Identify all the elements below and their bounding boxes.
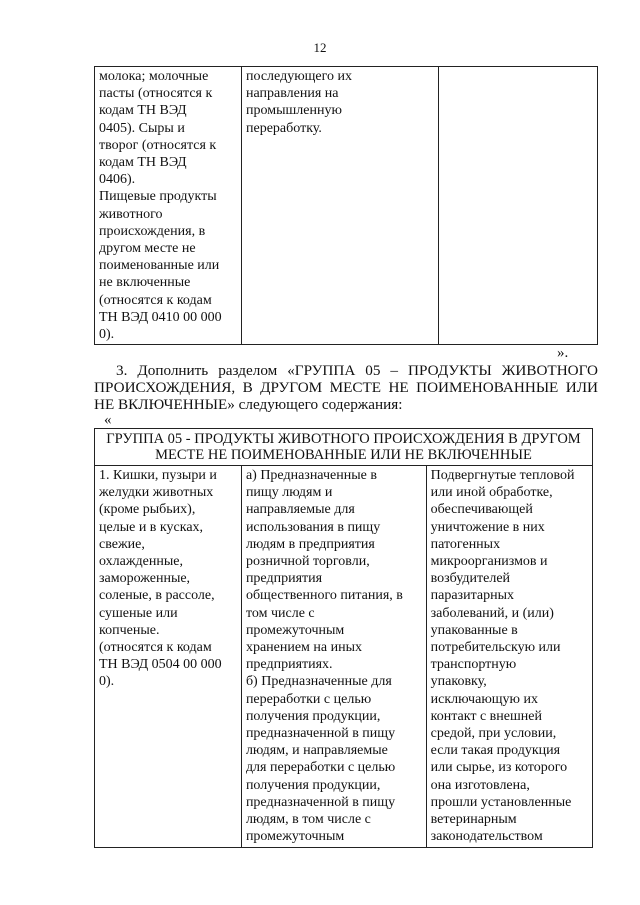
group05-table (94, 428, 593, 848)
table2-col3-line: возбудителей (430, 571, 511, 587)
table1-col2-line: последующего их (246, 69, 353, 84)
table1-col1-line: происхождения, в (99, 223, 206, 239)
table1-col2-line: направления на (246, 86, 339, 102)
table2-col2 (241, 466, 426, 848)
table2-col1-line: 1. Кишки, пузыри и (99, 468, 217, 483)
table2-col3-line: обеспечивающей (430, 502, 533, 518)
table1-col1-line: поименованные или (99, 258, 220, 274)
table2-col2-line: получения продукции, (245, 777, 381, 793)
table2-col2-line: переработки с целью (245, 691, 372, 707)
table1-col1 (95, 67, 242, 345)
table1-col1-line: творог (относятся к (99, 137, 217, 153)
table2-col1-line: свежие, (99, 536, 145, 552)
table2-col1-line: соленые, в рассоле, (99, 588, 215, 604)
table2-col3-line: Подвергнутые тепловой (430, 468, 575, 483)
table2-col1-line: копченые. (99, 622, 160, 638)
table2-col2-line: промежуточным (245, 622, 345, 638)
table2-col1-line: (относятся к кодам (99, 640, 212, 656)
table1-col3 (439, 67, 598, 345)
table2-col3-line: транспортную (430, 657, 517, 673)
table1-col1-line: молока; молочные (99, 69, 209, 84)
table2-col2-line: а) Предназначенные в (245, 468, 377, 483)
table1-col1-line: ТН ВЭД 0410 00 000 (99, 309, 222, 325)
table2-col2-line: пищу людям и (245, 485, 333, 501)
table2-col1-line: замороженные, (99, 571, 191, 587)
table2-col3-line: или иной обработке, (430, 485, 553, 501)
table1-col1-line: пасты (относятся к (99, 86, 213, 102)
table1-col1-line: другом месте не (99, 241, 196, 257)
instruction-paragraph: 3. Дополнить разделом «ГРУППА 05 – ПРОДУКТЫ ЖИВОТНОГО ПРОИСХОЖДЕНИЯ, В ДРУГОМ МЕСТЕ НЕ ПОИМЕНОВАННЫЕ ИЛИ НЕ ВКЛЮЧЕННЫЕ» следующего содержания: (94, 362, 598, 413)
table2-col1-line: охлажденные, (99, 554, 183, 570)
continuation-table (94, 66, 598, 345)
table2-col3-line: она изготовлена, (430, 777, 530, 793)
table2-col1-line: сушеные или (99, 605, 178, 621)
table2-col1 (95, 466, 242, 848)
table2-col2-line: общественного питания, в (245, 588, 403, 604)
table2-col3-line: патогенных (430, 536, 501, 552)
table2-col3-line: исключающую их (430, 691, 539, 707)
table2-col1-line: 0). (99, 674, 115, 690)
table2-col3-line: заболеваний, и (или) (430, 605, 554, 621)
table2-col1-line: желудки животных (99, 485, 214, 501)
table2-col3-line: средой, при условии, (430, 726, 557, 742)
table2-col3-line: паразитарных (430, 588, 514, 604)
table1-col1-line: 0405). Сыры и (99, 120, 185, 136)
table2-col1-line: ТН ВЭД 0504 00 000 (99, 657, 222, 673)
table2-col3-line: микроорганизмов и (430, 554, 548, 570)
table2-col3-line: если такая продукция (430, 743, 561, 759)
table2-col3-line: контакт с внешней (430, 708, 542, 724)
table2-col2-line: предприятиях. (245, 657, 333, 673)
table2-col1-line: целые и в кусках, (99, 519, 204, 535)
table2-col2-line: для переработки с целью (245, 760, 396, 776)
closing-quote: ». (557, 345, 569, 361)
table2-col3-line: потребительскую или (430, 640, 561, 656)
table2-col2-line: людям в предприятия (245, 536, 375, 552)
table2-col1-line: (кроме рыбьих), (99, 502, 196, 518)
table2-col2-line: получения продукции, (245, 708, 381, 724)
opening-quote: « (104, 412, 112, 428)
table2-col2-line: людям, в том числе с (245, 812, 371, 828)
table2-col3-line: уничтожение в них (430, 519, 545, 535)
table1-col1-line: кодам ТН ВЭД (99, 155, 187, 171)
table2-col3-line: упакованные в (430, 622, 518, 638)
table1-col1-line: животного (99, 206, 163, 222)
table2-col2-line: людям, и направляемые (245, 743, 388, 759)
table1-col1-line: Пищевые продукты (99, 189, 217, 205)
table2-col2-line: промежуточным (245, 829, 345, 845)
table2-col2-line: предназначенной в пищу (245, 794, 396, 810)
table2-col2-line: хранением на иных (245, 640, 363, 656)
table2-col2-line: предприятия (245, 571, 323, 587)
table2-col2-line: использования в пищу (245, 519, 381, 535)
table2-col2-line: б) Предназначенные для (245, 674, 392, 690)
table1-col1-line: не включенные (99, 275, 191, 291)
table2-col2-line: том числе с (245, 605, 315, 621)
page-number: 12 (313, 40, 327, 55)
table1-col1-line: (относятся к кодам (99, 292, 212, 308)
table2-col3-line: или сырье, из которого (430, 760, 568, 776)
table1-col2 (242, 67, 439, 345)
table2-col2-line: направляемые для (245, 502, 355, 518)
table2-col3 (426, 466, 592, 848)
group05-header: ГРУППА 05 - ПРОДУКТЫ ЖИВОТНОГО ПРОИСХОЖДЕНИЯ В ДРУГОМ МЕСТЕ НЕ ПОИМЕНОВАННЫЕ ИЛИ НЕ ВКЛЮЧЕННЫЕ (95, 429, 593, 466)
table2-col3-line: законодательством (430, 829, 543, 845)
table1-col2-line: переработку. (246, 120, 322, 136)
table1-col1-line: кодам ТН ВЭД (99, 103, 187, 119)
table2-col2-line: предназначенной в пищу (245, 726, 396, 742)
table2-col3-line: упаковку, (430, 674, 487, 690)
table1-col2-line: промышленную (246, 103, 342, 119)
table2-col3-line: ветеринарным (430, 812, 517, 828)
table1-col1-line: 0). (99, 327, 115, 343)
table1-col1-line: 0406). (99, 172, 136, 188)
table2-col3-line: прошли установленные (430, 794, 572, 810)
table2-col2-line: розничной торговли, (245, 554, 370, 570)
